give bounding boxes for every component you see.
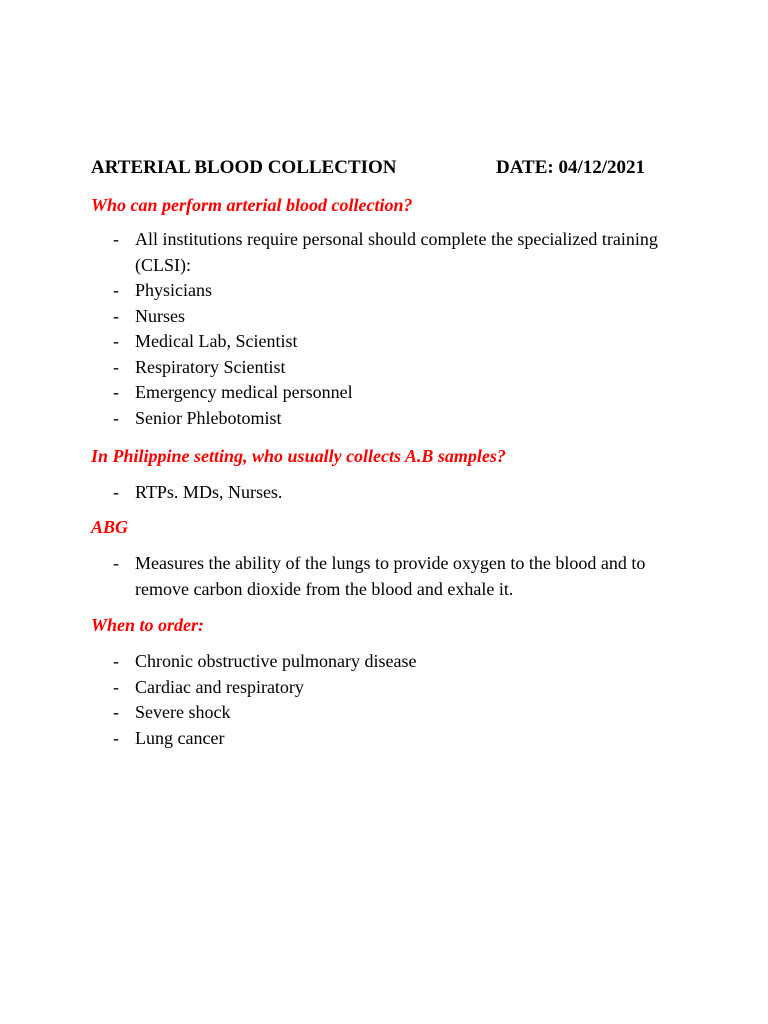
list-item: - Emergency medical personnel xyxy=(113,380,673,406)
document-title: ARTERIAL BLOOD COLLECTION xyxy=(91,157,397,178)
list-item: - Chronic obstructive pulmonary disease xyxy=(113,649,673,675)
document-date: DATE: 04/12/2021 xyxy=(496,157,646,178)
section-heading-when-to-order: When to order: xyxy=(91,615,205,635)
list-marker: - xyxy=(113,702,119,722)
list-marker: - xyxy=(113,727,119,748)
list-marker: - xyxy=(113,482,119,502)
list-item: - Senior Phlebotomist xyxy=(113,406,673,432)
list-marker: - xyxy=(113,651,119,671)
list-item: - Measures the ability of the lungs to provide oxygen to the blood and to remove carbon dioxide from the blood and exhale it. xyxy=(113,553,646,599)
list-item: - Respiratory Scientist xyxy=(113,355,673,381)
section-heading-who-can-perform: Who can perform arterial blood collection? xyxy=(91,195,413,215)
list-abg xyxy=(113,551,673,602)
list-marker: - xyxy=(113,382,119,402)
list-item: - Lung cancer xyxy=(113,726,673,752)
list-item: - Physicians xyxy=(113,278,673,304)
section-heading-abg: ABG xyxy=(91,517,129,537)
list-item: - Severe shock xyxy=(113,700,673,726)
list-marker: - xyxy=(113,331,119,351)
list-when-to-order xyxy=(113,649,673,751)
list-item: - Nurses xyxy=(113,304,673,330)
list-marker: - xyxy=(113,229,119,249)
list-item: - Medical Lab, Scientist xyxy=(113,329,673,355)
document-header xyxy=(91,155,671,181)
list-marker: - xyxy=(113,676,119,697)
list-item: - Cardiac and respiratory xyxy=(113,675,673,701)
list-item: - All institutions require personal should complete the specialized training (CLSI): xyxy=(113,229,658,275)
list-item: - RTPs. MDs, Nurses. xyxy=(113,480,673,506)
list-marker: - xyxy=(113,407,119,428)
section-heading-philippine-setting: In Philippine setting, who usually collects A.B samples? xyxy=(91,446,506,466)
list-marker: - xyxy=(113,553,119,573)
list-marker: - xyxy=(113,356,119,377)
list-who-can-perform xyxy=(113,227,673,431)
list-marker: - xyxy=(113,280,119,300)
list-marker: - xyxy=(113,305,119,326)
list-philippine-setting xyxy=(113,480,673,506)
